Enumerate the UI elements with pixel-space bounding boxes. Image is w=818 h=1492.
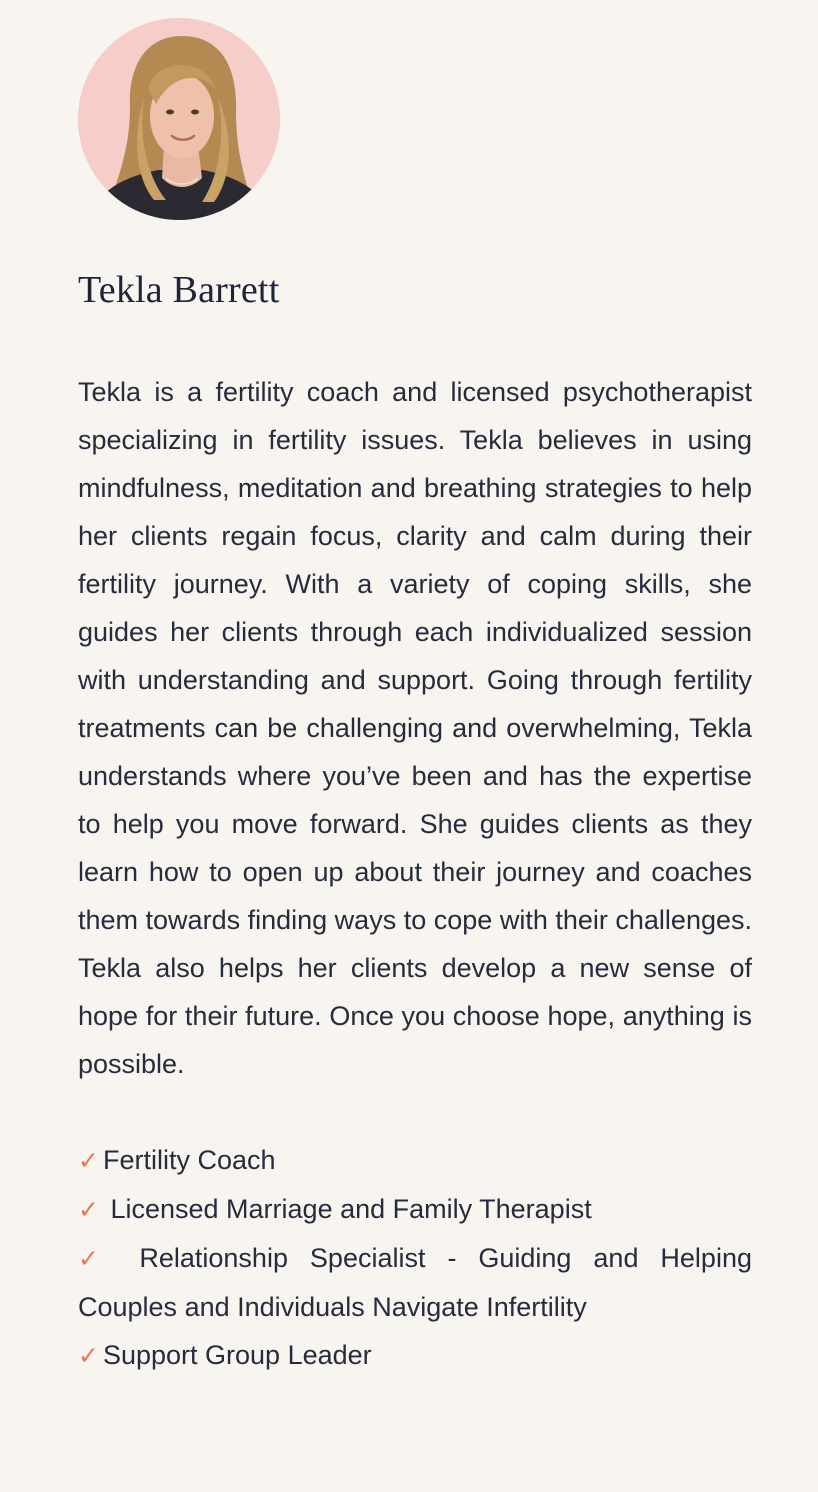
profile-bio: Tekla is a fertility coach and licensed psychotherapist specializing in fertility issues. Tekla believes in using mindfulness, meditation and breathing strategies to help her clients regain focus, clarity and calm during their fertility journey. With a variety of coping skills, she guides her clients through each individualized session with understanding and support. Going through fertility treatments can be challenging and overwhelming, Tekla understands where you’ve been and has the expertise to help you move forward. She guides clients as they learn how to open up about their journey and coaches them towards finding ways to cope with their challenges. Tekla also helps her clients develop a new sense of hope for their future. Once you choose hope, anything is possible.: [78, 377, 752, 1079]
credentials-list: [78, 1136, 752, 1380]
credential-item: [78, 1136, 752, 1185]
checkmark-icon: ✓: [78, 1195, 99, 1224]
checkmark-icon: ✓: [78, 1341, 99, 1370]
credential-label: Fertility Coach: [102, 1145, 276, 1175]
profile-card: [78, 18, 752, 1380]
checkmark-icon: ✓: [78, 1146, 99, 1175]
profile-name: Tekla Barrett: [78, 269, 280, 311]
checkmark-icon: ✓: [78, 1244, 114, 1273]
credential-label: Relationship Specialist - Guiding and Helping Couples and Individuals Navigate Infertility: [78, 1243, 752, 1322]
avatar: [78, 18, 280, 220]
credential-item: [78, 1331, 752, 1380]
profile-photo: [78, 18, 280, 220]
credential-label: Licensed Marriage and Family Therapist: [110, 1194, 592, 1224]
credential-item: [78, 1185, 752, 1234]
credential-item: [78, 1234, 752, 1331]
credential-label: Support Group Leader: [102, 1340, 372, 1370]
